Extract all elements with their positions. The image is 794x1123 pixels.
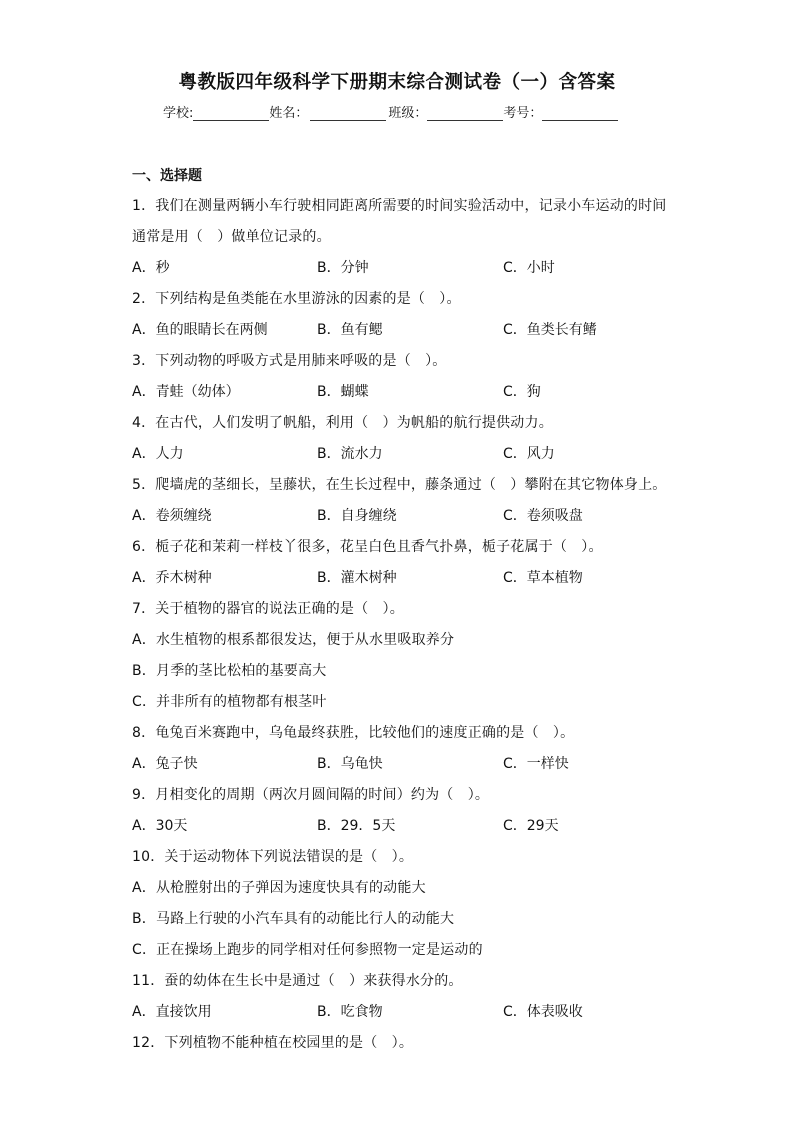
options-row (132, 563, 672, 594)
option-b[interactable]: B．29．5天 (317, 818, 396, 834)
question-item (132, 1028, 672, 1059)
section-heading: 一、选择题 (132, 168, 202, 184)
school-blank[interactable] (193, 106, 269, 121)
question-list (132, 191, 672, 1059)
question-line: C．正在操场上跑步的同学相对任何参照物一定是运动的 (132, 942, 483, 958)
option-c[interactable]: C．29天 (503, 818, 559, 834)
question-item (132, 284, 672, 346)
question-line: B．月季的茎比松柏的基要高大 (132, 663, 327, 679)
option-a[interactable]: A．青蛙（幼体） (132, 384, 240, 400)
option-b[interactable]: B．流水力 (317, 446, 383, 462)
option-a[interactable]: A．鱼的眼睛长在两侧 (132, 322, 268, 338)
option-c[interactable]: C．小时 (503, 260, 555, 276)
question-text: 7．关于植物的器官的说法正确的是（ ）。 (132, 601, 404, 617)
class-blank[interactable] (427, 106, 503, 121)
question-line: A．水生植物的根系都很发达，便于从水里吸取养分 (132, 632, 455, 648)
question-text: 2．下列结构是鱼类能在水里游泳的因素的是（ ）。 (132, 291, 461, 307)
option-b[interactable]: B．鱼有鳃 (317, 322, 383, 338)
option-b[interactable]: B．分钟 (317, 260, 369, 276)
question-item (132, 346, 672, 408)
question-item (132, 470, 672, 532)
question-item (132, 408, 672, 470)
option-a[interactable]: A．乔木树种 (132, 570, 212, 586)
option-b[interactable]: B．吃食物 (317, 1004, 383, 1020)
option-c[interactable]: C．风力 (503, 446, 555, 462)
option-a[interactable]: A．卷须缠绕 (132, 508, 212, 524)
question-item (132, 718, 672, 780)
option-b[interactable]: B．自身缠绕 (317, 508, 397, 524)
options-row (132, 253, 672, 284)
question-item (132, 842, 672, 966)
question-text: 9．月相变化的周期（两次月圆间隔的时间）约为（ ）。 (132, 787, 490, 803)
options-row (132, 997, 672, 1028)
option-a[interactable]: A．兔子快 (132, 756, 198, 772)
name-label: 姓名： (269, 106, 309, 121)
option-c[interactable]: C．卷须吸盘 (503, 508, 583, 524)
options-row (132, 811, 672, 842)
name-blank[interactable] (310, 106, 386, 121)
option-c[interactable]: C．草本植物 (503, 570, 583, 586)
question-text: 4．在古代，人们发明了帆船，利用（ ）为帆船的航行提供动力。 (132, 415, 553, 431)
option-c[interactable]: C．鱼类长有鳍 (503, 322, 597, 338)
question-item (132, 594, 672, 718)
option-c[interactable]: C．一样快 (503, 756, 569, 772)
page-title: 粤教版四年级科学下册期末综合测试卷（一）含答案 (178, 72, 616, 93)
option-b[interactable]: B．蝴蝶 (317, 384, 369, 400)
options-row (132, 749, 672, 780)
question-text: 11．蚕的幼体在生长中是通过（ ）来获得水分的。 (132, 973, 463, 989)
options-row (132, 439, 672, 470)
option-a[interactable]: A．30天 (132, 818, 188, 834)
option-a[interactable]: A．直接饮用 (132, 1004, 212, 1020)
question-text: 12．下列植物不能种植在校园里的是（ ）。 (132, 1035, 414, 1051)
question-text: 6．栀子花和茉莉一样枝丫很多，花呈白色且香气扑鼻，栀子花属于（ ）。 (132, 539, 603, 555)
exam-no-label: 考号： (503, 106, 543, 121)
question-text: 1．我们在测量两辆小车行驶相同距离所需要的时间实验活动中，记录小车运动的时间 (132, 198, 667, 214)
question-text: 8．龟兔百米赛跑中，乌龟最终获胜，比较他们的速度正确的是（ ）。 (132, 725, 575, 741)
school-label: 学校: (163, 106, 194, 121)
options-row (132, 501, 672, 532)
question-item (132, 532, 672, 594)
option-c[interactable]: C．狗 (503, 384, 541, 400)
question-item (132, 966, 672, 1028)
options-row (132, 377, 672, 408)
option-c[interactable]: C．体表吸收 (503, 1004, 583, 1020)
exam-no-blank[interactable] (542, 106, 618, 121)
options-row (132, 315, 672, 346)
option-b[interactable]: B．灌木树种 (317, 570, 397, 586)
class-label: 班级： (388, 106, 428, 121)
student-info-row (163, 102, 643, 121)
question-text: 10．关于运动物体下列说法错误的是（ ）。 (132, 849, 414, 865)
question-line: C．并非所有的植物都有根茎叶 (132, 694, 327, 710)
question-line: A．从枪膛射出的子弹因为速度快具有的动能大 (132, 880, 426, 896)
question-line: 通常是用（ ）做单位记录的。 (132, 229, 331, 245)
question-line: B．马路上行驶的小汽车具有的动能比行人的动能大 (132, 911, 455, 927)
question-text: 3．下列动物的呼吸方式是用肺来呼吸的是（ ）。 (132, 353, 447, 369)
option-b[interactable]: B．乌龟快 (317, 756, 383, 772)
option-a[interactable]: A．秒 (132, 260, 170, 276)
option-a[interactable]: A．人力 (132, 446, 184, 462)
question-text: 5．爬墙虎的茎细长，呈藤状，在生长过程中，藤条通过（ ）攀附在其它物体身上。 (132, 477, 667, 493)
question-item (132, 191, 672, 284)
question-item (132, 780, 672, 842)
question-area (132, 165, 672, 1059)
